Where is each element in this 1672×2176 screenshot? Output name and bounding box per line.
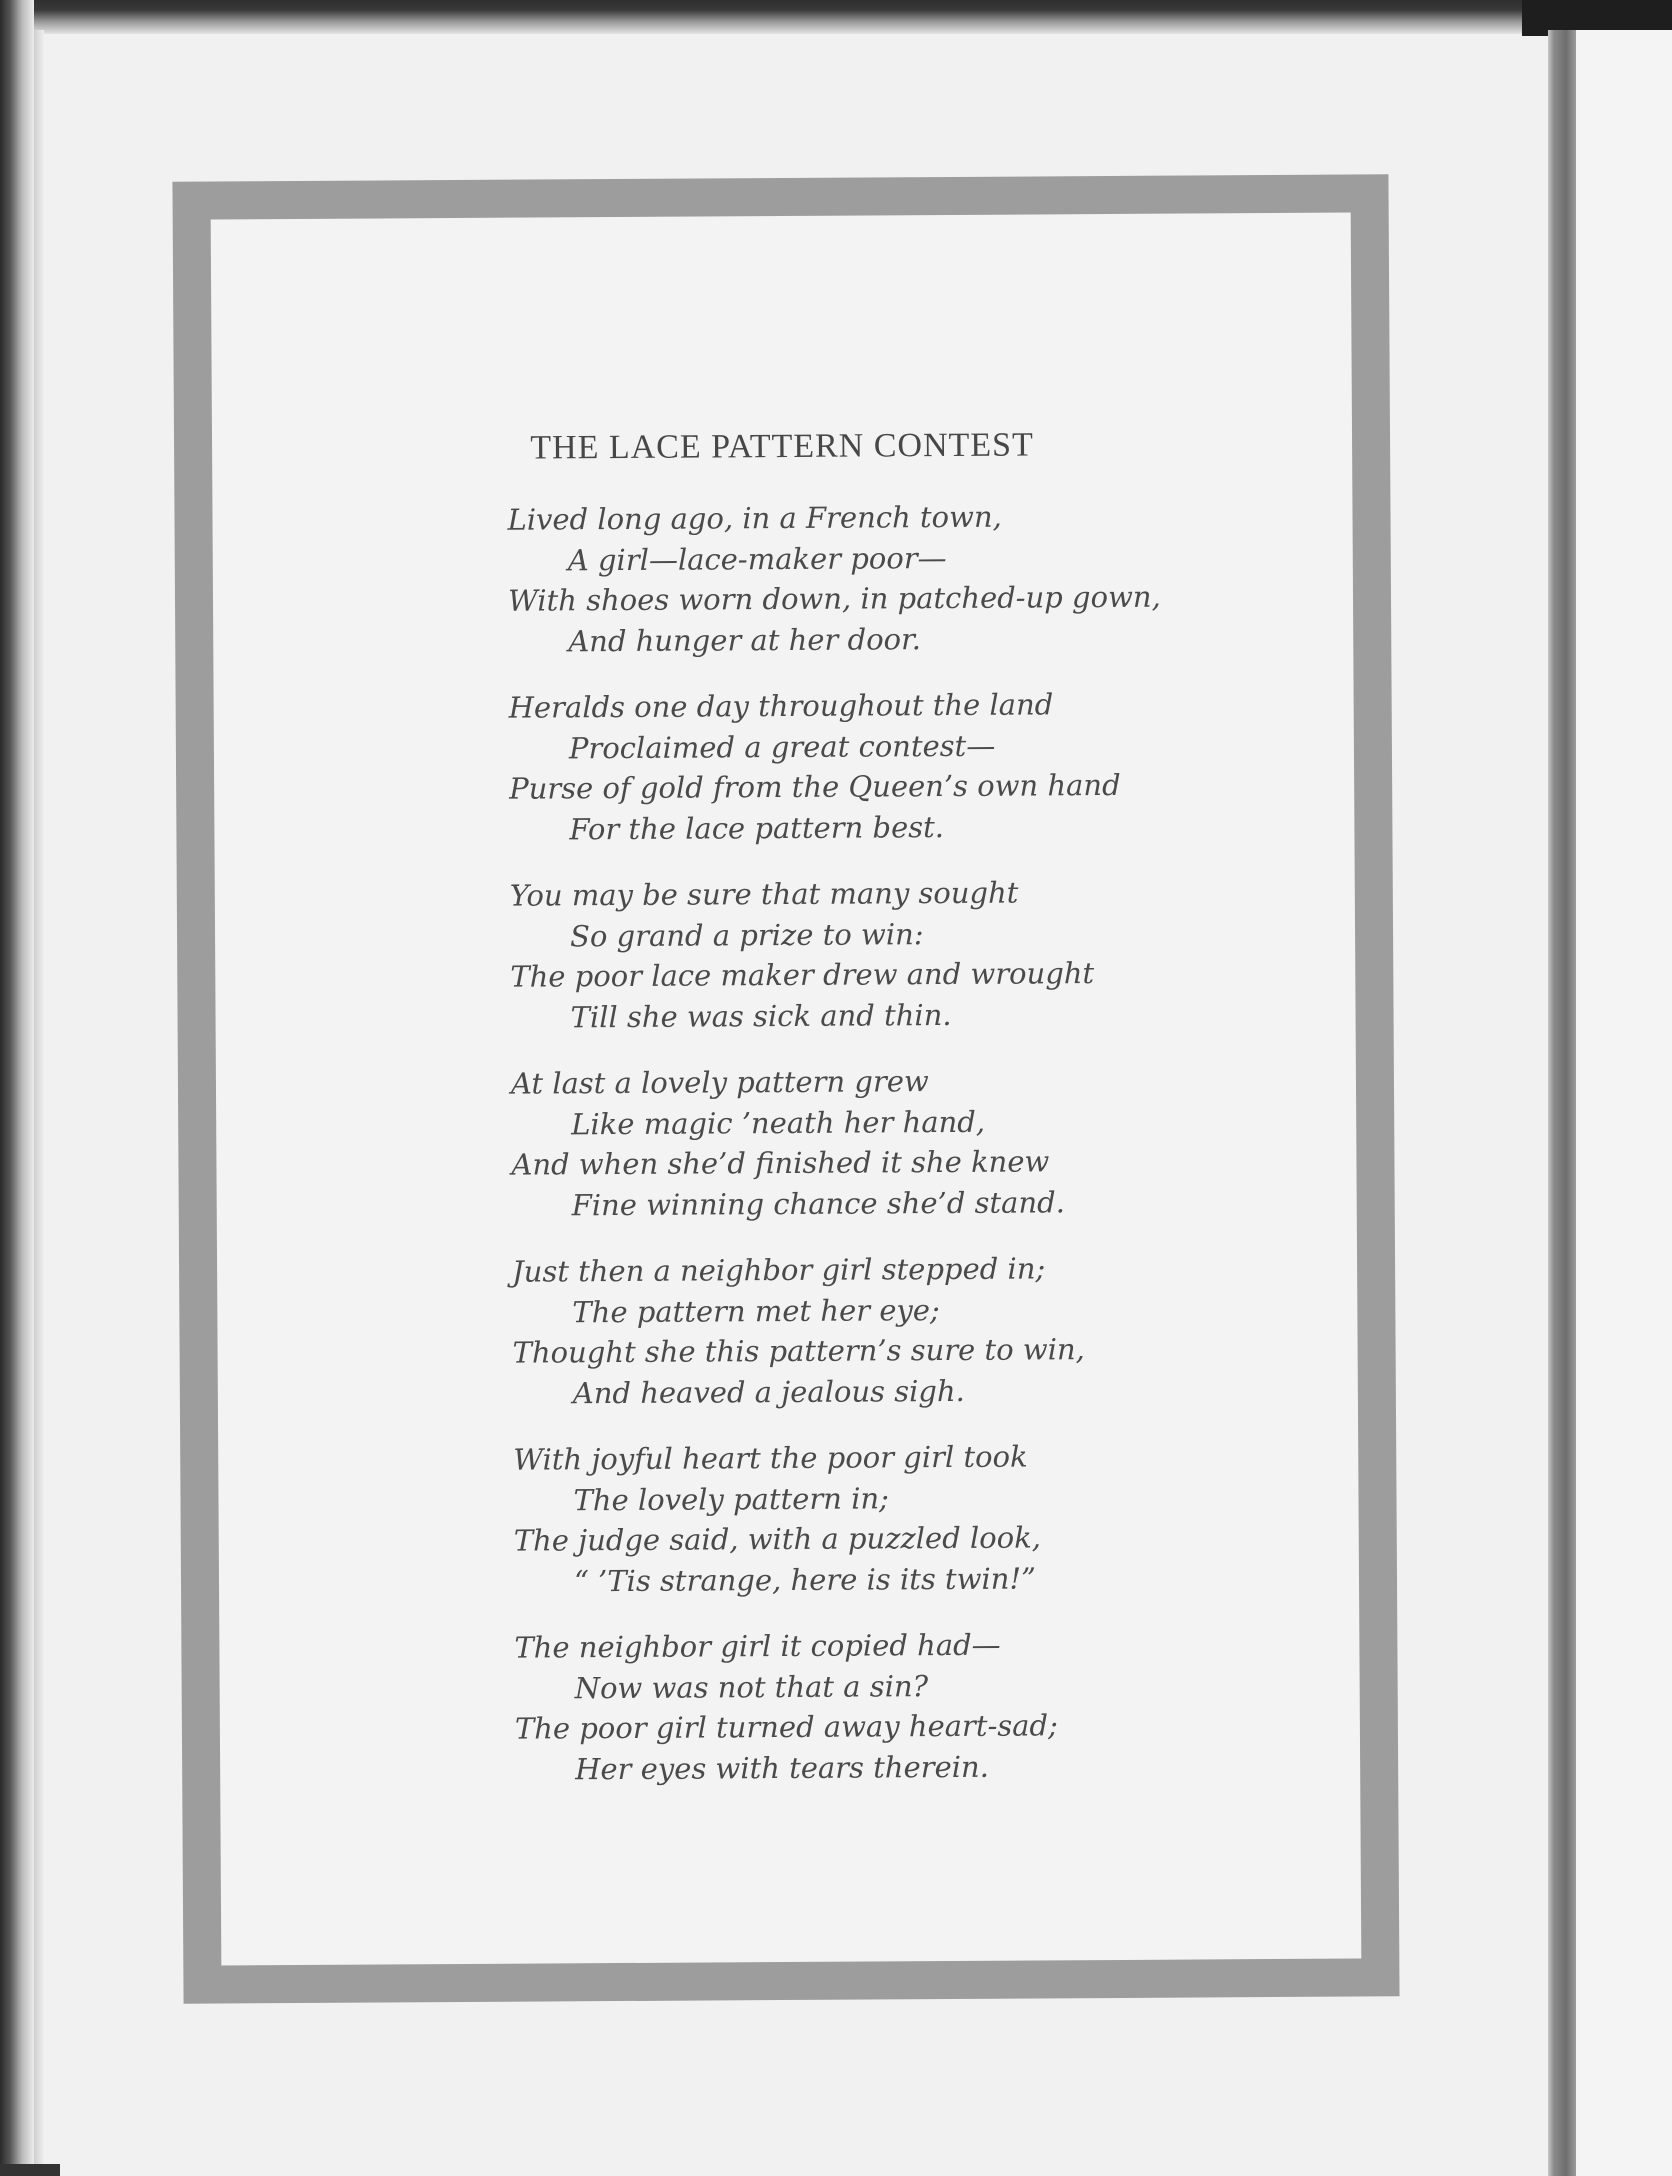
poem-line: At last a lovely pattern grew bbox=[510, 1064, 929, 1101]
poem-line: And heaved a jealous sigh. bbox=[572, 1373, 965, 1410]
poem-stanza bbox=[514, 1622, 1375, 1789]
poem-line: The poor lace maker drew and wrought bbox=[510, 956, 1095, 994]
poem-line: Heralds one day throughout the land bbox=[508, 687, 1054, 725]
poem-line: Proclaimed a great contest— bbox=[568, 728, 996, 765]
poem-line: The poor girl turned away heart-sad; bbox=[514, 1708, 1058, 1746]
poem-stanza bbox=[509, 682, 1370, 849]
poem-line: Lived long ago, in a French town, bbox=[507, 499, 1002, 537]
poem-line: A girl—lace-maker poor— bbox=[567, 540, 947, 577]
poem-line: The pattern met her eye; bbox=[572, 1292, 940, 1329]
poem-line: With shoes worn down, in patched-up gown, bbox=[507, 579, 1161, 618]
poem-line: Fine winning chance she’d stand. bbox=[571, 1184, 1065, 1222]
poem-stanza bbox=[511, 1058, 1372, 1225]
poem-frame-border bbox=[172, 174, 1399, 2003]
scan-top-edge bbox=[0, 0, 1672, 34]
poem-line: You may be sure that many sought bbox=[509, 875, 1019, 913]
poem-stanza bbox=[507, 494, 1368, 661]
poem-stanza bbox=[513, 1434, 1374, 1601]
poem-line: The neighbor girl it copied had— bbox=[514, 1627, 1001, 1665]
poem-body bbox=[507, 494, 1375, 1815]
poem-line: The lovely pattern in; bbox=[573, 1480, 889, 1517]
poem-stanza bbox=[510, 870, 1371, 1037]
poem-plate bbox=[211, 213, 1362, 1966]
poem-line: Now was not that a sin? bbox=[574, 1668, 929, 1705]
poem-line: Just then a neighbor girl stepped in; bbox=[512, 1251, 1046, 1289]
poem-stanza bbox=[512, 1246, 1373, 1413]
page-edge-shadow bbox=[34, 30, 44, 2176]
scan-bottom-edge bbox=[0, 2164, 60, 2176]
poem-line: Thought she this pattern’s sure to win, bbox=[512, 1332, 1085, 1370]
poem-line: Purse of gold from the Queen’s own hand bbox=[509, 767, 1121, 806]
poem-line: With joyful heart the poor girl took bbox=[513, 1439, 1028, 1477]
facing-page-edge bbox=[1576, 30, 1672, 2176]
poem-line: The judge said, with a puzzled look, bbox=[513, 1520, 1042, 1558]
poem-line: And when she’d finished it she knew bbox=[511, 1144, 1050, 1182]
poem-line: So grand a prize to win: bbox=[569, 916, 924, 953]
poem-line: Like magic ’neath her hand, bbox=[571, 1104, 986, 1141]
poem-line: Her eyes with tears therein. bbox=[575, 1749, 989, 1786]
poem-line: For the lace pattern best. bbox=[569, 809, 945, 846]
book-spine bbox=[1548, 30, 1576, 2176]
poem-title: THE LACE PATTERN CONTEST bbox=[530, 426, 1034, 467]
poem-line: “ ’Tis strange, here is its twin!” bbox=[573, 1560, 1037, 1598]
poem-line: And hunger at her door. bbox=[568, 621, 922, 658]
poem-line: Till she was sick and thin. bbox=[570, 997, 952, 1034]
scan-left-edge bbox=[0, 0, 34, 2176]
